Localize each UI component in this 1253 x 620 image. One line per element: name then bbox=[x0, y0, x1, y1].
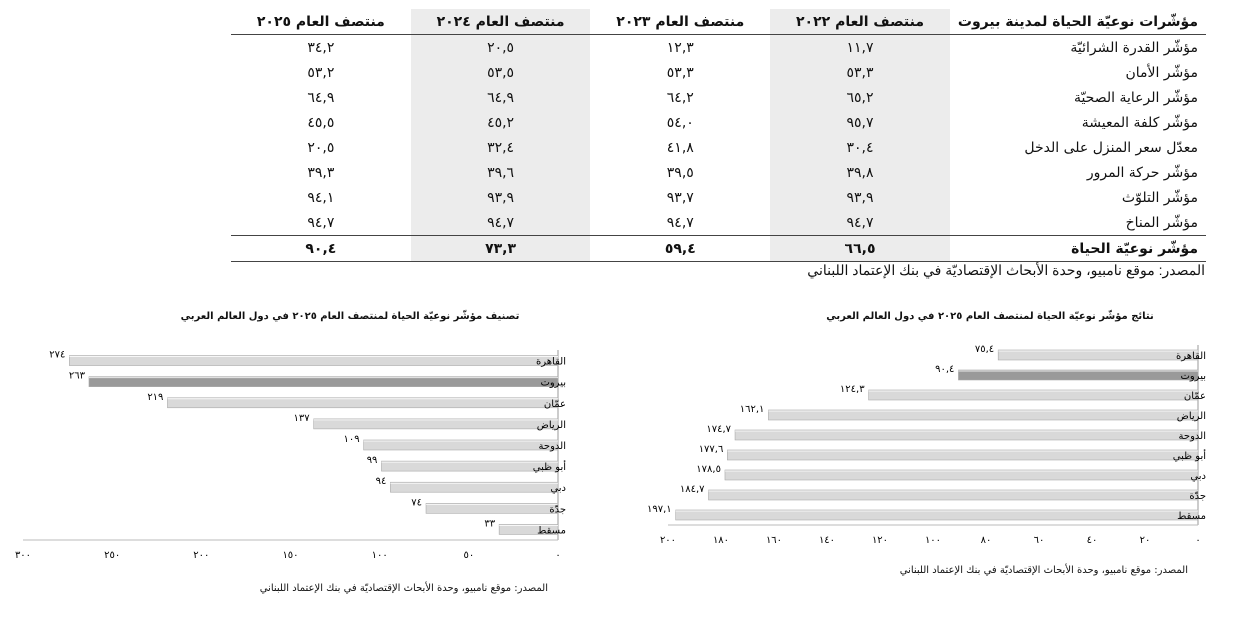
table-row-label: مؤشّر نوعيّة الحياة bbox=[950, 236, 1206, 262]
bar-value-label: ١٧٧,٦ bbox=[698, 444, 724, 455]
table-cell: ٥٩,٤ bbox=[590, 236, 770, 262]
table-row bbox=[231, 160, 1206, 185]
table-cell: ٩٠,٤ bbox=[231, 236, 411, 262]
table-cell: ٣٩,٥ bbox=[666, 164, 694, 181]
category-label: الدوحة bbox=[538, 441, 566, 452]
tick-label: ١٥٠ bbox=[282, 550, 299, 561]
table-cell: ٦٦,٥ bbox=[770, 236, 950, 262]
table-cell: ١١,٧ bbox=[770, 35, 950, 61]
table-cell: ٩٣,٩ bbox=[770, 185, 950, 210]
table-row bbox=[231, 210, 1206, 236]
bar-value-label: ١٠٩ bbox=[343, 434, 360, 445]
table-cell: ٩٣,٧ bbox=[666, 189, 694, 206]
category-label: جدّة bbox=[1189, 491, 1206, 502]
table-row-label: مؤشّر الأمان bbox=[1125, 64, 1198, 81]
table-cell: ٩٥,٧ bbox=[770, 110, 950, 135]
category-label: جدّة bbox=[549, 504, 566, 516]
table-cell: ٩٤,٧ bbox=[666, 214, 694, 231]
table-row bbox=[231, 185, 1206, 210]
tick-label: ٠ bbox=[1195, 535, 1201, 546]
tick-label: ٣٠٠ bbox=[14, 550, 32, 561]
table-cell: ٣٩,٨ bbox=[770, 160, 950, 185]
bar-value-label: ١٩٧,١ bbox=[647, 504, 672, 515]
tick-label: ٢٠٠ bbox=[659, 535, 677, 546]
table-cell: ٥٣,٣ bbox=[770, 60, 950, 85]
table-cell: ٦٥,٢ bbox=[770, 85, 950, 110]
category-label: دبي bbox=[550, 483, 566, 495]
tick-label: ٢٠٠ bbox=[193, 550, 210, 561]
table-header-2023: منتصف العام ٢٠٢٣ bbox=[590, 9, 770, 35]
table-header-2024: منتصف العام ٢٠٢٤ bbox=[411, 9, 591, 35]
chart1 bbox=[630, 340, 1250, 555]
category-label: دبي bbox=[1190, 471, 1206, 482]
table-row bbox=[231, 35, 1206, 61]
table-total-row bbox=[231, 236, 1206, 262]
tick-label: ١٨٠ bbox=[712, 535, 730, 546]
chart1-title: نتائج مؤشّر نوعيّة الحياة لمنتصف العام ٢٠٢٥ في دول العالم العربي bbox=[826, 311, 1154, 322]
table-header-2022: منتصف العام ٢٠٢٢ bbox=[770, 9, 950, 35]
category-label: القاهرة bbox=[536, 356, 566, 368]
category-label: عمّان bbox=[543, 398, 566, 410]
bar-value-label: ١٦٢,١ bbox=[739, 404, 765, 415]
tick-label: ١٢٠ bbox=[871, 535, 889, 546]
bar-value-label: ١٨٤,٧ bbox=[679, 484, 705, 495]
table-row-label: مؤشّر المناخ bbox=[1125, 214, 1198, 231]
category-label: الرياض bbox=[536, 419, 566, 431]
bar-value-label: ٢١٩ bbox=[147, 391, 164, 403]
table-cell: ٦٤,٩ bbox=[411, 85, 591, 110]
category-label: مسقط bbox=[1177, 511, 1206, 522]
bar-value-label: ٢٧٤ bbox=[49, 349, 66, 361]
quality-of-life-table bbox=[231, 9, 1206, 262]
category-label: عمّان bbox=[1183, 391, 1206, 402]
bar-value-label: ٩٤ bbox=[375, 476, 387, 488]
category-label: الدوحة bbox=[1178, 431, 1206, 442]
chart1-svg bbox=[630, 340, 1250, 555]
table-cell: ٢٠,٥ bbox=[411, 35, 591, 61]
category-label: القاهرة bbox=[1176, 351, 1206, 362]
category-label: بيروت bbox=[1180, 371, 1206, 382]
tick-label: ٦٠ bbox=[1033, 535, 1045, 546]
tick-label: ١٤٠ bbox=[818, 535, 836, 546]
table-cell: ٩٣,٩ bbox=[411, 185, 591, 210]
bar-value-label: ١٧٤,٧ bbox=[706, 424, 732, 435]
bar-value-label: ١٣٧ bbox=[293, 412, 310, 424]
table-cell: ٣٢,٤ bbox=[411, 135, 591, 160]
tick-label: ١٦٠ bbox=[765, 535, 783, 546]
table-cell: ٩٤,٧ bbox=[307, 214, 335, 231]
table-row-label: مؤشّر القدرة الشرائيّة bbox=[1070, 39, 1198, 56]
table-cell: ٤٥,٥ bbox=[307, 114, 335, 131]
bar-value-label: ٧٥,٤ bbox=[974, 344, 995, 355]
table-cell: ٥٣,٥ bbox=[411, 60, 591, 85]
chart2 bbox=[0, 340, 630, 570]
table-cell: ٥٤,٠ bbox=[666, 114, 694, 131]
bar-value-label: ٢٦٣ bbox=[68, 370, 85, 382]
table-cell: ٦٤,٩ bbox=[307, 89, 335, 106]
table-row-label: معدّل سعر المنزل على الدخل bbox=[1024, 139, 1198, 156]
table-cell: ٥٣,٣ bbox=[666, 64, 694, 81]
table-cell: ٩٤,٧ bbox=[411, 210, 591, 236]
table-header-row bbox=[231, 9, 1206, 35]
table-cell: ٤١,٨ bbox=[666, 139, 694, 156]
table-cell: ٢٠,٥ bbox=[307, 139, 335, 156]
bar-value-label: ٩٠,٤ bbox=[935, 364, 955, 375]
table-cell: ٣٩,٦ bbox=[411, 160, 591, 185]
table-row-label: مؤشّر حركة المرور bbox=[1086, 164, 1198, 181]
table-header-label: مؤشّرات نوعيّة الحياة لمدينة بيروت bbox=[950, 9, 1206, 35]
table-cell: ١٢,٣ bbox=[666, 39, 694, 56]
table-cell: ٦٤,٢ bbox=[666, 89, 694, 106]
bar-value-label: ١٧٨,٥ bbox=[696, 464, 721, 475]
tick-label: ٢٥٠ bbox=[104, 550, 121, 561]
tick-label: ١٠٠ bbox=[371, 550, 388, 561]
table-cell: ٧٣,٣ bbox=[411, 236, 591, 262]
table-cell: ٩٤,٧ bbox=[770, 210, 950, 236]
category-label: أبو ظبي bbox=[532, 462, 566, 474]
table-row bbox=[231, 85, 1206, 110]
table-row bbox=[231, 135, 1206, 160]
tick-label: ٢٠ bbox=[1139, 535, 1151, 546]
chart2-svg bbox=[0, 340, 630, 570]
category-label: الرياض bbox=[1176, 411, 1206, 422]
category-label: أبو ظبي bbox=[1172, 451, 1206, 462]
table-row-label: مؤشّر كلفة المعيشة bbox=[1081, 114, 1198, 131]
tick-label: ١٠٠ bbox=[924, 535, 942, 546]
table-row-label: مؤشّر الرعاية الصحيّة bbox=[1073, 89, 1198, 106]
table-cell: ٣٤,٢ bbox=[307, 39, 335, 56]
table-row bbox=[231, 60, 1206, 85]
table-source: المصدر: موقع نامبيو، وحدة الأبحاث الإقتصاديّة في بنك الإعتماد اللبناني bbox=[807, 262, 1205, 278]
bar-value-label: ٧٤ bbox=[411, 497, 423, 509]
table-row bbox=[231, 110, 1206, 135]
table-header-2025: منتصف العام ٢٠٢٥ bbox=[231, 9, 411, 35]
category-label: مسقط bbox=[537, 525, 566, 537]
bar-value-label: ٣٣ bbox=[484, 518, 496, 530]
tick-label: ٠ bbox=[555, 550, 561, 561]
table-cell: ٤٥,٢ bbox=[411, 110, 591, 135]
bar-value-label: ١٢٤,٣ bbox=[839, 384, 865, 395]
table-cell: ٣٠,٤ bbox=[770, 135, 950, 160]
tick-label: ٥٠ bbox=[463, 550, 475, 561]
chart2-source: المصدر: موقع نامبيو، وحدة الأبحاث الإقتصاديّة في بنك الإعتماد اللبناني bbox=[259, 583, 548, 594]
table-cell: ٩٤,١ bbox=[307, 189, 335, 206]
table-cell: ٣٩,٣ bbox=[307, 164, 335, 181]
table-cell: ٥٣,٢ bbox=[307, 64, 335, 81]
bar-value-label: ٩٩ bbox=[366, 455, 378, 467]
chart2-title: تصنيف مؤشّر نوعيّة الحياة لمنتصف العام ٢٠٢٥ في دول العالم العربي bbox=[180, 311, 520, 322]
tick-label: ٨٠ bbox=[980, 535, 992, 546]
category-label: بيروت bbox=[540, 377, 566, 389]
chart1-source: المصدر: موقع نامبيو، وحدة الأبحاث الإقتصاديّة في بنك الإعتماد اللبناني bbox=[899, 565, 1188, 576]
tick-label: ٤٠ bbox=[1086, 535, 1098, 546]
table-row-label: مؤشّر التلوّث bbox=[1121, 189, 1198, 206]
